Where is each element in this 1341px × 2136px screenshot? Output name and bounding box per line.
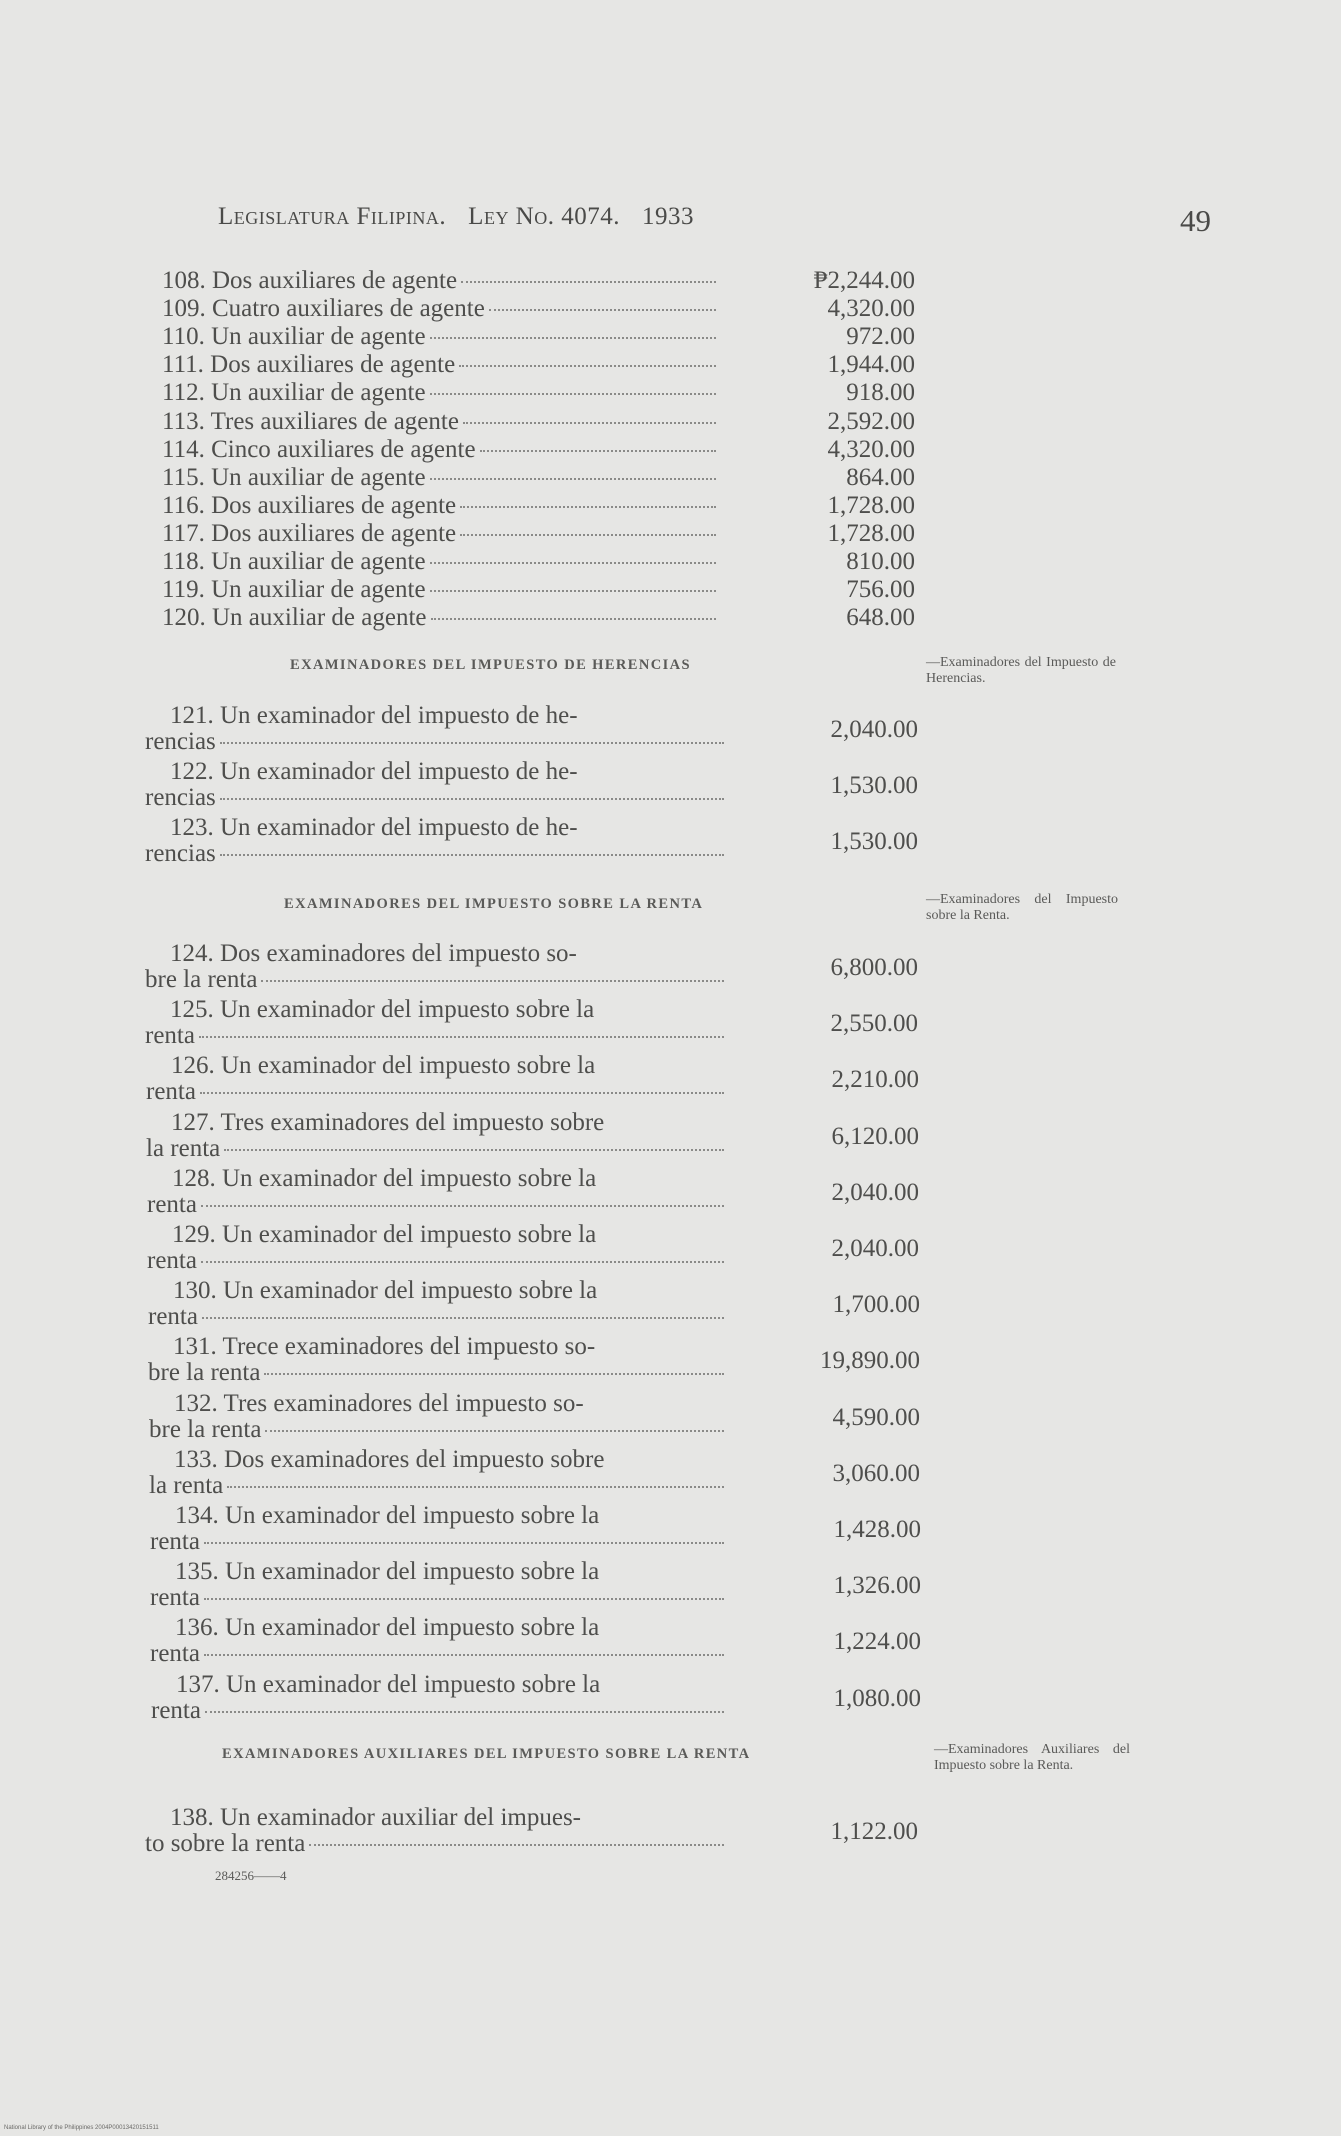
entry-text: 115. Un auxiliar de agente <box>162 464 426 491</box>
entry-amount: 648.00 <box>846 604 915 631</box>
entry-line-2 <box>145 1830 724 1858</box>
entry-continuation: renta <box>147 1191 197 1218</box>
entry-line-1: 132. Tres examinadores del impuesto so- <box>174 1390 584 1417</box>
entry-text: 112. Un auxiliar de agente <box>162 379 426 406</box>
entry-text: 108. Dos auxiliares de agente <box>162 267 458 294</box>
entry-amount: 810.00 <box>846 548 915 575</box>
entry-line <box>162 267 716 295</box>
entry-amount: 1,728.00 <box>827 520 915 547</box>
entry-amount: 756.00 <box>846 576 915 603</box>
entry-line-1: 125. Un examinador del impuesto sobre la <box>170 996 595 1023</box>
entry-amount: ₱2,244.00 <box>813 267 915 294</box>
entry-amount: 2,040.00 <box>831 1179 919 1206</box>
entry-line-1: 130. Un examinador del impuesto sobre la <box>173 1277 598 1304</box>
entry-text: 110. Un auxiliar de agente <box>162 323 426 350</box>
entry-continuation: rencias <box>145 840 216 867</box>
leader-dots <box>430 337 716 339</box>
section-heading: EXAMINADORES DEL IMPUESTO DE HERENCIAS <box>290 657 691 673</box>
entry-amount: 1,700.00 <box>832 1291 920 1318</box>
entry-line-2 <box>150 1584 724 1612</box>
entry-line-2 <box>148 1303 724 1331</box>
leader-dots <box>204 1654 724 1656</box>
entry-line <box>162 323 716 351</box>
entry-continuation: renta <box>150 1640 200 1667</box>
entry-text: 113. Tres auxiliares de agente <box>162 408 459 435</box>
entry-amount: 2,040.00 <box>830 716 918 743</box>
entry-continuation: la renta <box>149 1472 224 1499</box>
entry-line-2 <box>148 1359 724 1387</box>
entry-amount: 2,040.00 <box>831 1235 919 1262</box>
leader-dots <box>205 1711 724 1713</box>
entry-line <box>162 548 716 576</box>
entry-line <box>162 492 716 520</box>
entry-amount: 1,728.00 <box>827 492 915 519</box>
section-heading: EXAMINADORES AUXILIARES DEL IMPUESTO SOBRE LA RENTA <box>222 1746 751 1762</box>
entry-line-1: 128. Un examinador del impuesto sobre la <box>172 1165 597 1192</box>
entry-line-1: 135. Un examinador del impuesto sobre la <box>175 1558 600 1585</box>
section-heading: EXAMINADORES DEL IMPUESTO SOBRE LA RENTA <box>284 896 704 912</box>
entry-line-2 <box>149 1416 724 1444</box>
entry-text: 120. Un auxiliar de agente <box>162 604 427 631</box>
header-law-number: Ley No. 4074. <box>468 203 620 230</box>
entry-line-1: 131. Trece examinadores del impuesto so- <box>173 1333 596 1360</box>
leader-dots <box>204 1542 724 1544</box>
leader-dots <box>220 742 724 744</box>
entry-text: 116. Dos auxiliares de agente <box>162 492 457 519</box>
page-number: 49 <box>1180 203 1211 238</box>
entry-continuation: renta <box>146 1078 196 1105</box>
entry-line <box>162 604 716 632</box>
entry-amount: 918.00 <box>846 379 915 406</box>
header-legislature: Legislatura Filipina. <box>218 203 447 230</box>
entry-line <box>162 351 716 379</box>
leader-dots <box>201 1261 724 1263</box>
entry-amount: 4,590.00 <box>832 1404 920 1431</box>
entry-line-2 <box>150 1528 724 1556</box>
leader-dots <box>430 478 716 480</box>
entry-continuation: renta <box>148 1303 198 1330</box>
entry-text: 114. Cinco auxiliares de agente <box>162 436 476 463</box>
entry-continuation: rencias <box>145 728 216 755</box>
entry-line-2 <box>149 1472 724 1500</box>
entry-line-1: 123. Un examinador del impuesto de he- <box>170 814 578 841</box>
entry-amount: 1,122.00 <box>830 1818 918 1845</box>
entry-line-2 <box>147 1247 724 1275</box>
leader-dots <box>489 309 716 311</box>
entry-amount: 2,592.00 <box>827 408 915 435</box>
entry-amount: 864.00 <box>846 464 915 491</box>
leader-dots <box>460 534 716 536</box>
entry-continuation: la renta <box>146 1135 221 1162</box>
entry-continuation: renta <box>150 1584 200 1611</box>
entry-line-2 <box>146 1078 724 1106</box>
entry-text: 117. Dos auxiliares de agente <box>162 520 457 547</box>
entry-line-1: 121. Un examinador del impuesto de he- <box>170 702 578 729</box>
entry-amount: 1,326.00 <box>833 1572 921 1599</box>
entry-line-2 <box>146 1135 724 1163</box>
entry-amount: 1,530.00 <box>830 828 918 855</box>
entry-line-2 <box>147 1191 724 1219</box>
entry-continuation: renta <box>151 1697 201 1724</box>
entry-continuation: renta <box>150 1528 200 1555</box>
scan-credit: National Library of the Philippines 2004P00013420151511 <box>4 2125 159 2131</box>
entry-continuation: bre la renta <box>145 966 258 993</box>
entry-amount: 19,890.00 <box>820 1347 920 1374</box>
entry-amount: 1,530.00 <box>830 772 918 799</box>
entry-continuation: bre la renta <box>148 1359 261 1386</box>
leader-dots <box>261 980 724 982</box>
leader-dots <box>430 562 716 564</box>
margin-note: —Examinadores del Impuesto sobre la Renta. <box>926 892 1118 923</box>
entry-amount: 1,944.00 <box>827 351 915 378</box>
entry-line-1: 122. Un examinador del impuesto de he- <box>170 758 578 785</box>
leader-dots <box>460 506 716 508</box>
entry-line-2 <box>145 840 724 868</box>
entry-line <box>162 295 716 323</box>
entry-text: 109. Cuatro auxiliares de agente <box>162 295 485 322</box>
entry-line-1: 133. Dos examinadores del impuesto sobre <box>174 1446 605 1473</box>
entry-line-2 <box>151 1697 724 1725</box>
leader-dots <box>220 854 724 856</box>
entry-amount: 972.00 <box>846 323 915 350</box>
entry-line-1: 134. Un examinador del impuesto sobre la <box>175 1502 600 1529</box>
entry-line-1: 129. Un examinador del impuesto sobre la <box>172 1221 597 1248</box>
leader-dots <box>202 1317 724 1319</box>
entry-text: 111. Dos auxiliares de agente <box>162 351 456 378</box>
entry-amount: 6,800.00 <box>830 954 918 981</box>
entry-line-2 <box>145 1022 724 1050</box>
entry-continuation: renta <box>147 1247 197 1274</box>
margin-note: —Examinadores del Impuesto de Herencias. <box>926 655 1116 686</box>
entry-line <box>162 379 716 407</box>
entry-amount: 4,320.00 <box>827 295 915 322</box>
entry-continuation: renta <box>145 1022 195 1049</box>
entry-line <box>162 408 716 436</box>
header-year: 1933 <box>642 203 694 230</box>
leader-dots <box>220 798 724 800</box>
leader-dots <box>459 365 716 367</box>
leader-dots <box>430 590 716 592</box>
entry-text: 118. Un auxiliar de agente <box>162 548 426 575</box>
entry-amount: 1,224.00 <box>833 1628 921 1655</box>
leader-dots <box>204 1598 724 1600</box>
entry-line-2 <box>145 966 724 994</box>
running-header <box>218 203 1218 231</box>
entry-amount: 4,320.00 <box>827 436 915 463</box>
entry-line-2 <box>145 728 724 756</box>
leader-dots <box>200 1092 724 1094</box>
entry-line-1: 126. Un examinador del impuesto sobre la <box>171 1052 596 1079</box>
leader-dots <box>480 450 716 452</box>
entry-amount: 3,060.00 <box>832 1460 920 1487</box>
leader-dots <box>201 1205 724 1207</box>
leader-dots <box>227 1486 724 1488</box>
entry-line-1: 137. Un examinador del impuesto sobre la <box>176 1671 601 1698</box>
margin-note: —Examinadores Auxiliares del Impuesto sobre la Renta. <box>934 1742 1130 1773</box>
entry-line-1: 138. Un examinador auxiliar del impues- <box>170 1804 581 1831</box>
leader-dots <box>199 1036 724 1038</box>
entry-line <box>162 520 716 548</box>
entry-line-2 <box>150 1640 724 1668</box>
entry-line-1: 124. Dos examinadores del impuesto so- <box>170 940 577 967</box>
entry-line <box>162 464 716 492</box>
leader-dots <box>224 1149 724 1151</box>
entry-continuation: rencias <box>145 784 216 811</box>
leader-dots <box>463 422 716 424</box>
entry-line <box>162 436 716 464</box>
leader-dots <box>264 1373 724 1375</box>
entry-line-1: 127. Tres examinadores del impuesto sobre <box>171 1109 605 1136</box>
entry-amount: 1,080.00 <box>833 1685 921 1712</box>
printer-signature: 284256——4 <box>215 1868 287 1883</box>
entry-text: 119. Un auxiliar de agente <box>162 576 426 603</box>
leader-dots <box>431 618 716 620</box>
entry-line-2 <box>145 784 724 812</box>
leader-dots <box>461 281 716 283</box>
entry-amount: 2,550.00 <box>830 1010 918 1037</box>
entry-amount: 6,120.00 <box>831 1123 919 1150</box>
entry-amount: 2,210.00 <box>831 1066 919 1093</box>
leader-dots <box>265 1430 724 1432</box>
entry-continuation: bre la renta <box>149 1416 262 1443</box>
entry-line-1: 136. Un examinador del impuesto sobre la <box>175 1614 600 1641</box>
leader-dots <box>309 1844 724 1846</box>
entry-continuation: to sobre la renta <box>145 1830 306 1857</box>
entry-amount: 1,428.00 <box>833 1516 921 1543</box>
leader-dots <box>430 393 716 395</box>
entry-line <box>162 576 716 604</box>
